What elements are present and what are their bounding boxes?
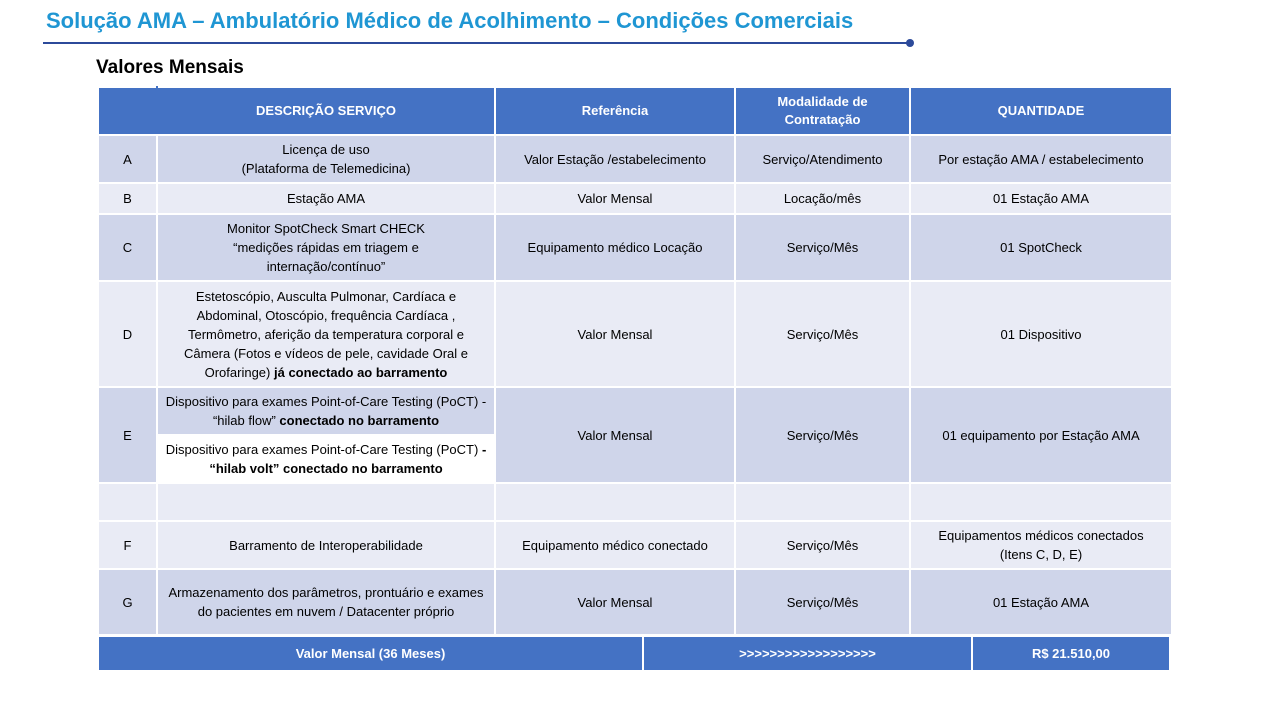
row-reference: Equipamento médico conectado <box>495 521 735 569</box>
row-reference: Valor Mensal <box>495 183 735 214</box>
row-description <box>157 435 495 483</box>
table-row <box>98 281 1172 387</box>
row-description: Estação AMA <box>157 183 495 214</box>
table-row <box>98 183 1172 214</box>
pricing-table <box>97 86 1173 636</box>
row-reference: Valor Mensal <box>495 387 735 483</box>
header-modality: Modalidade de Contratação <box>735 87 910 135</box>
section-title: Valores Mensais <box>96 57 244 78</box>
row-id: A <box>98 135 157 183</box>
description-text: Dispositivo para exames Point-of-Care Testing (PoCT) <box>165 442 479 457</box>
row-modality: Serviço/Mês <box>735 521 910 569</box>
description-line: Licença de uso <box>282 142 370 157</box>
row-description <box>157 281 495 387</box>
row-quantity: 01 SpotCheck <box>910 214 1172 281</box>
header-id <box>98 87 157 135</box>
title-underline-dot <box>906 39 914 47</box>
row-reference: Valor Estação /estabelecimento <box>495 135 735 183</box>
quantity-line: Equipamentos médicos conectados <box>938 528 1144 543</box>
quantity-line: (Itens C, D, E) <box>999 547 1083 562</box>
empty-cell <box>735 483 910 521</box>
table-header-row <box>98 87 1172 135</box>
row-modality: Serviço/Mês <box>735 387 910 483</box>
row-quantity: 01 Estação AMA <box>910 569 1172 635</box>
total-bar <box>97 635 1171 672</box>
description-bold: conectado no barramento <box>279 413 440 428</box>
row-quantity: 01 Estação AMA <box>910 183 1172 214</box>
row-id: G <box>98 569 157 635</box>
row-description <box>157 135 495 183</box>
row-id: D <box>98 281 157 387</box>
row-modality: Serviço/Mês <box>735 281 910 387</box>
description-line: Monitor SpotCheck Smart CHECK <box>227 221 425 236</box>
row-id: B <box>98 183 157 214</box>
description-line: internação/contínuo” <box>266 259 386 274</box>
row-modality: Serviço/Mês <box>735 569 910 635</box>
empty-cell <box>495 483 735 521</box>
table-row <box>98 387 1172 435</box>
header-reference: Referência <box>495 87 735 135</box>
total-value: R$ 21.510,00 <box>972 636 1170 671</box>
row-reference: Valor Mensal <box>495 281 735 387</box>
table-row <box>98 214 1172 281</box>
description-line: (Plataforma de Telemedicina) <box>241 161 411 176</box>
row-modality: Serviço/Atendimento <box>735 135 910 183</box>
row-id: C <box>98 214 157 281</box>
row-quantity: Por estação AMA / estabelecimento <box>910 135 1172 183</box>
empty-cell <box>157 483 495 521</box>
total-label: Valor Mensal (36 Meses) <box>98 636 643 671</box>
header-description: DESCRIÇÃO SERVIÇO <box>157 87 495 135</box>
row-modality: Locação/mês <box>735 183 910 214</box>
row-description <box>157 214 495 281</box>
table-row <box>98 135 1172 183</box>
row-reference: Equipamento médico Locação <box>495 214 735 281</box>
row-quantity: 01 equipamento por Estação AMA <box>910 387 1172 483</box>
row-quantity: 01 Dispositivo <box>910 281 1172 387</box>
page-title: Solução AMA – Ambulatório Médico de Acolhimento – Condições Comerciais <box>46 8 854 33</box>
empty-cell <box>910 483 1172 521</box>
row-description <box>157 387 495 435</box>
description-text: Dispositivo para exames Point-of-Care Testing (PoCT) - “hilab flow” <box>165 394 487 428</box>
table-row <box>98 521 1172 569</box>
table-row-empty <box>98 483 1172 521</box>
row-reference: Valor Mensal <box>495 569 735 635</box>
title-underline <box>43 42 911 44</box>
total-arrows: >>>>>>>>>>>>>>>>>> <box>643 636 972 671</box>
header-quantity: QUANTIDADE <box>910 87 1172 135</box>
row-modality: Serviço/Mês <box>735 214 910 281</box>
description-bold: já conectado ao barramento <box>273 364 448 380</box>
row-description: Armazenamento dos parâmetros, prontuário e exames do pacientes em nuvem / Datacenter próprio <box>157 569 495 635</box>
empty-cell <box>98 483 157 521</box>
description-line: “medições rápidas em triagem e <box>233 240 419 255</box>
table-row <box>98 569 1172 635</box>
row-description: Barramento de Interoperabilidade <box>157 521 495 569</box>
row-id: F <box>98 521 157 569</box>
row-quantity <box>910 521 1172 569</box>
description-text: Estetoscópio, Ausculta Pulmonar, Cardíaca e Abdominal, Otoscópio, frequência Cardíaca , Termômetro, aferição da temperatura corporal e Câmera (Fotos e vídeos de pele, cavidade Oral e Orofaringe) <box>184 288 468 380</box>
description-bold: - “hilab volt” conectado no barramento <box>209 442 487 476</box>
row-id: E <box>98 387 157 483</box>
